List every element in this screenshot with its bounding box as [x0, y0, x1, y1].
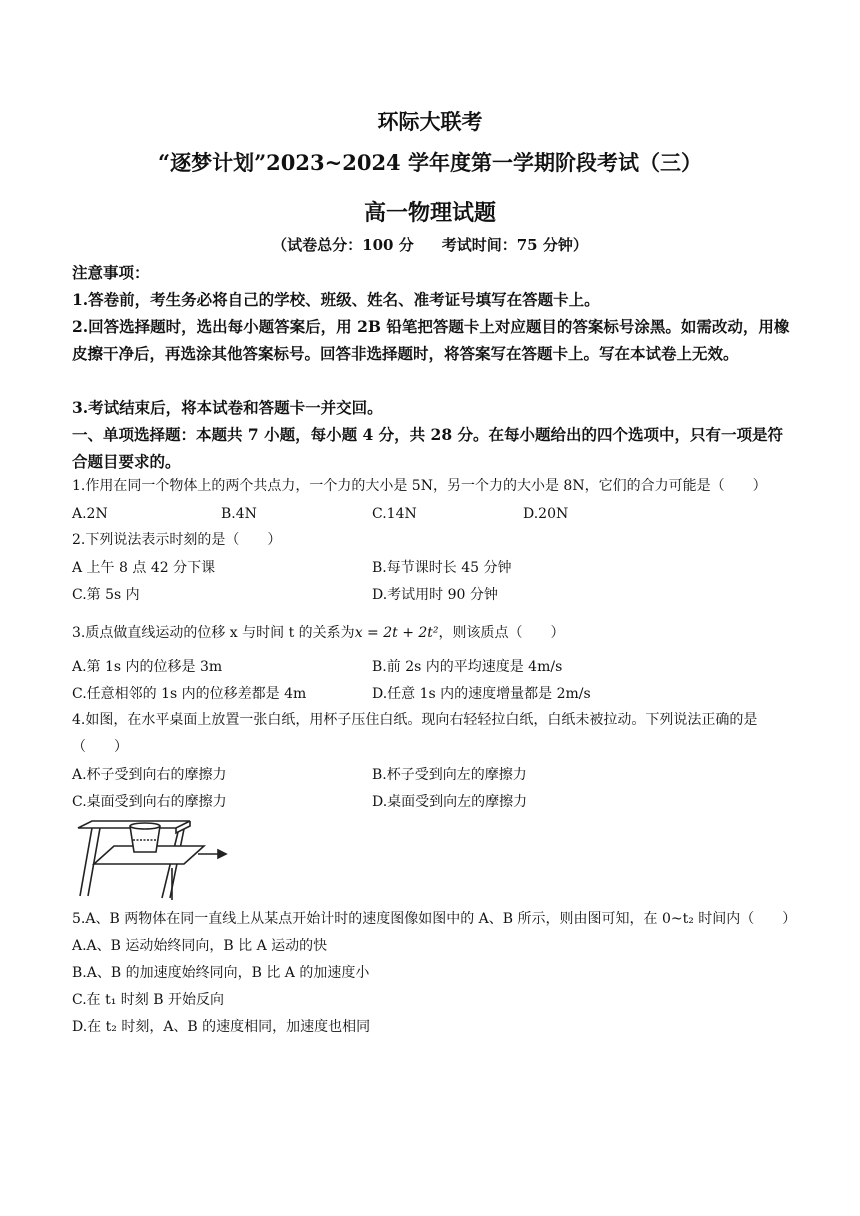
total-score: （试卷总分：100 分 — [272, 236, 414, 254]
question-1-option-b: B.4N — [221, 506, 257, 522]
exam-info — [0, 234, 860, 255]
question-1-option-c: C.14N — [372, 506, 417, 522]
question-3-option-a: A.第 1s 内的位移是 3m — [72, 659, 223, 675]
question-5-option-c: C.在 t₁ 时刻 B 开始反向 — [72, 992, 224, 1008]
subject-title: 高一物理试题 — [363, 200, 496, 226]
question-1-option-a: A.2N — [72, 506, 108, 522]
question-5-option-b: B.A、B 的加速度始终同向，B 比 A 的加速度小 — [72, 965, 370, 981]
question-1-option-d: D.20N — [523, 506, 569, 522]
question-3-option-b: B.前 2s 内的平均速度是 4m/s — [372, 659, 563, 675]
question-5-stem: 5.A、B 两物体在同一直线上从某点开始计时的速度图像如图中的 A、B 所示，则由图可知，在 0~t₂ 时间内（ ） — [72, 911, 797, 927]
pull-arrow — [218, 850, 226, 858]
question-4-option-c: C.桌面受到向右的摩擦力 — [72, 794, 227, 810]
question-2-stem: 2.下列说法表示时刻的是（ ） — [72, 532, 282, 548]
notice-item-3: 3.考试结束后，将本试卷和答题卡一并交回。 — [72, 398, 383, 417]
notice-heading: 注意事项： — [72, 263, 150, 282]
question-4-stem: 4.如图，在水平桌面上放置一张白纸，用杯子压住白纸。现向右轻轻拉白纸，白纸未被拉动。下列说法正确的是（ ） — [72, 712, 758, 755]
question-2-option-a: A 上午 8 点 42 分下课 — [72, 560, 216, 576]
cup-on-paper-figure — [74, 818, 234, 900]
question-3-stem-suffix: ，则该质点（ ） — [438, 625, 565, 641]
question-3-option-d: D.任意 1s 内的速度增量都是 2m/s — [372, 686, 591, 702]
exam-alliance-title: 环际大联考 — [377, 109, 483, 134]
question-4-option-d: D.桌面受到向左的摩擦力 — [372, 794, 528, 810]
question-4-option-a: A.杯子受到向右的摩擦力 — [72, 767, 227, 783]
question-3-stem — [72, 620, 792, 647]
question-2-option-c: C.第 5s 内 — [72, 587, 140, 603]
question-5-option-a: A.A、B 运动始终同向，B 比 A 运动的快 — [72, 938, 328, 954]
notice-item-2: 2.回答选择题时，选出每小题答案后，用 2B 铅笔把答题卡上对应题目的答案标号涂黑。如需改动，用橡皮擦干净后，再选涂其他答案标号。回答非选择题时，将答案写在答题卡上。写在本试卷上无效。 — [72, 317, 790, 363]
question-3-option-c: C.任意相邻的 1s 内的位移差都是 4m — [72, 686, 307, 702]
question-2-option-b: B.每节课时长 45 分钟 — [372, 560, 512, 576]
question-3-stem-text: 3.质点做直线运动的位移 x 与时间 t 的关系为 — [72, 625, 355, 641]
question-1-stem: 1.作用在同一个物体上的两个共点力，一个力的大小是 5N，另一个力的大小是 8N，它们的合力可能是（ ） — [72, 478, 767, 494]
section-1-heading: 一、单项选择题：本题共 7 小题，每小题 4 分，共 28 分。在每小题给出的四个选项中，只有一项是符合题目要求的。 — [72, 425, 784, 471]
notice-item-1: 1.答卷前，考生务必将自己的学校、班级、姓名、准考证号填写在答题卡上。 — [72, 290, 600, 309]
question-2-option-d: D.考试用时 90 分钟 — [372, 587, 498, 603]
exam-duration: 考试时间：75 分钟） — [441, 236, 588, 254]
question-3-formula: x = 2t + 2t² — [354, 625, 439, 641]
glass-cup — [130, 826, 160, 852]
question-4-option-b: B.杯子受到向左的摩擦力 — [372, 767, 527, 783]
question-5-option-d: D.在 t₂ 时刻，A、B 的速度相同，加速度也相同 — [72, 1019, 371, 1035]
exam-name-title: “逐梦计划”2023~2024 学年度第一学期阶段考试（三） — [158, 150, 702, 175]
